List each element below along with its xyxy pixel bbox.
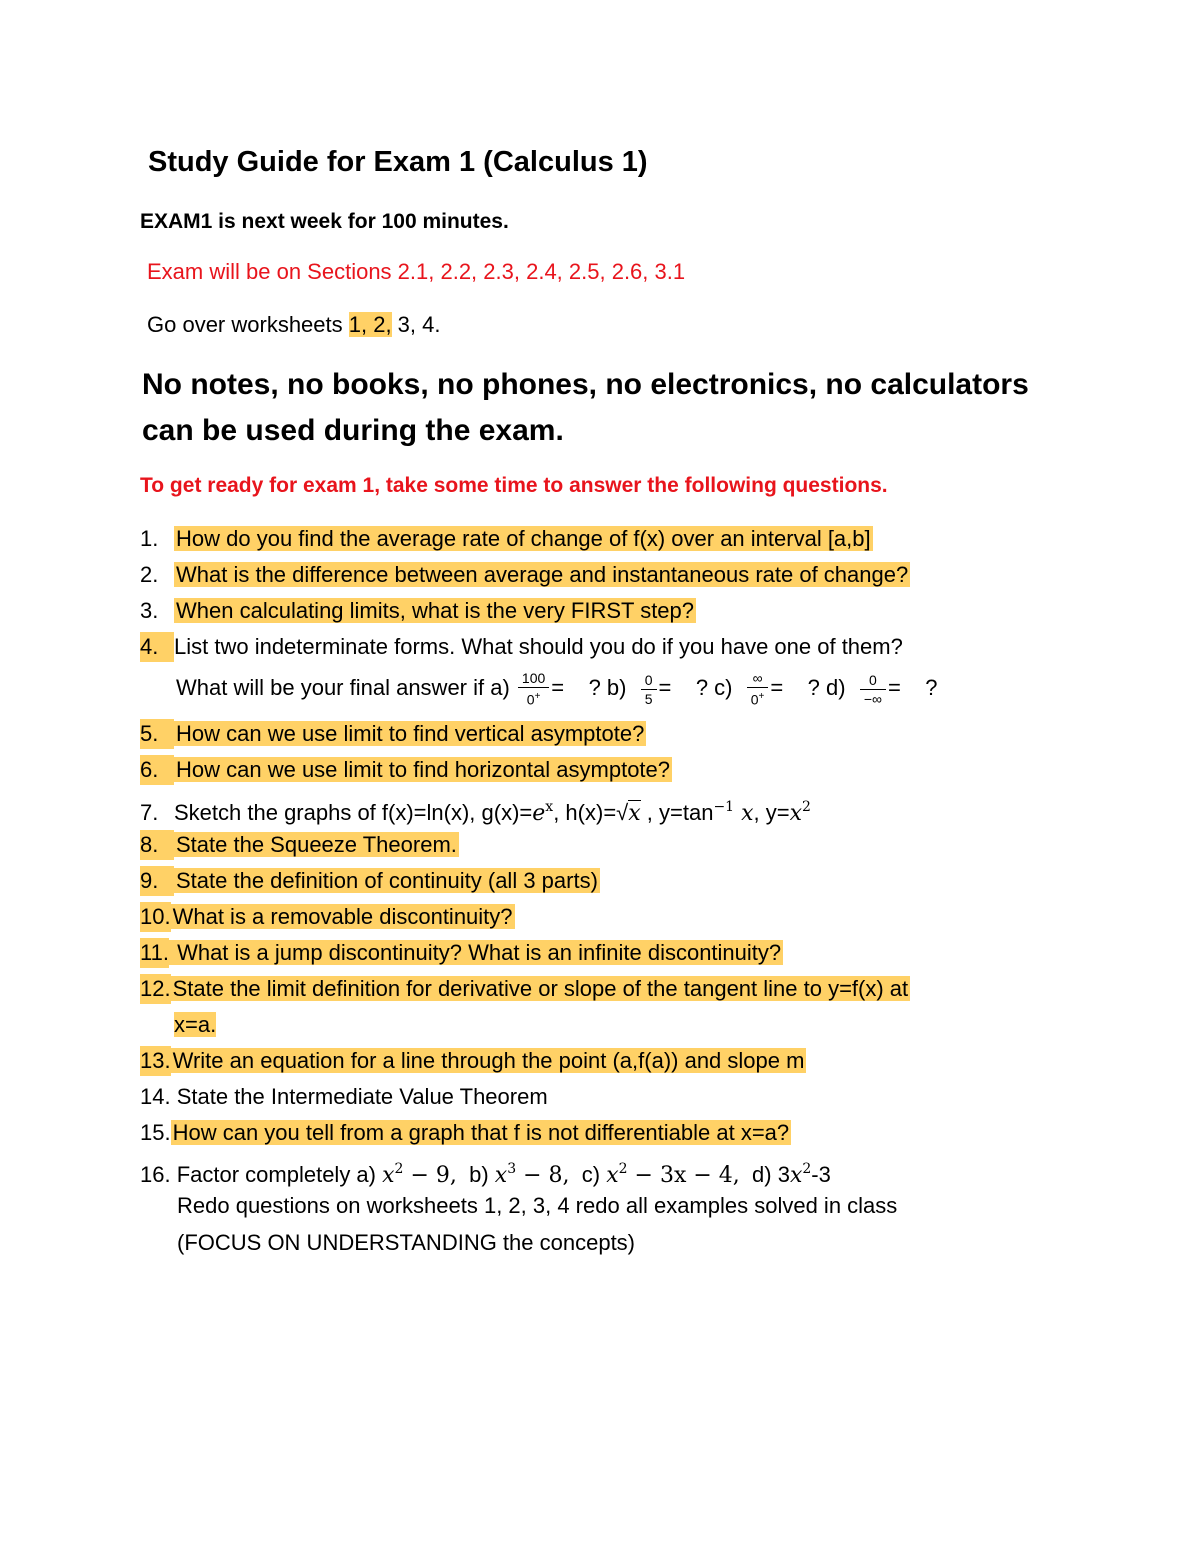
tan-arg: x [734, 801, 754, 826]
sqrt-arg: x [628, 801, 641, 826]
sections-note: Exam will be on Sections 2.1, 2.2, 2.3, 2.4, 2.5, 2.6, 3.1 [147, 259, 686, 284]
fraction-b-denominator: 5 [644, 690, 653, 707]
q16-b-rest: − 8, [516, 1163, 570, 1188]
question-item [140, 902, 515, 932]
q4-after-c: = ? d) [770, 675, 852, 700]
warning-line-2: can be used during the exam. [142, 414, 564, 447]
question-item [140, 792, 811, 829]
question-item [140, 938, 783, 968]
question-text: What is a jump discontinuity? What is an infinite discontinuity? [170, 940, 782, 965]
question-item [140, 1118, 791, 1148]
question-item [140, 755, 672, 785]
redo-note-line-2: (FOCUS ON UNDERSTANDING the concepts) [177, 1230, 636, 1255]
question-number: 3. [140, 598, 159, 623]
q16-d-rest: -3 [811, 1162, 831, 1187]
q16-a-rest: − 9, [403, 1163, 457, 1188]
question-text: State the Intermediate Value Theorem [170, 1084, 548, 1109]
question-12-continuation-text: x=a. [174, 1012, 217, 1037]
prep-instruction: To get ready for exam 1, take some time to answer the following questions. [140, 474, 888, 497]
question-text: State the limit definition for derivative or slope of the tangent line to y=f(x) at [172, 976, 909, 1001]
q16-d-sup: 2 [802, 1161, 812, 1177]
question-number: 10. [140, 902, 171, 932]
question-text: What is a removable discontinuity? [172, 904, 513, 929]
q16-b-sup: 3 [507, 1161, 517, 1177]
worksheets-highlighted: 1, 2, [348, 312, 392, 337]
q7-h: , h(x)= [553, 800, 617, 825]
question-item [140, 1082, 548, 1112]
question-text: State the Squeeze Theorem. [176, 832, 457, 857]
fraction-c-den-base: 0 [750, 692, 759, 709]
question-number: 1. [140, 526, 159, 551]
q7-tan: , y=tan [640, 800, 714, 825]
fraction-a-den-sup: + [534, 691, 541, 703]
q16-c-base: x [606, 1163, 619, 1188]
q4-after-b: = ? c) [658, 675, 739, 700]
fraction-d-numerator: 0 [860, 671, 886, 690]
question-item [140, 866, 600, 896]
question-number: 14. [140, 1084, 171, 1109]
fraction-a-numerator: 100 [518, 669, 549, 688]
tan-sup: −1 [713, 799, 735, 815]
fraction-a-denominator [518, 688, 549, 709]
question-text: How do you find the average rate of change of f(x) over an interval [a,b] [176, 526, 871, 551]
question-item [140, 1154, 831, 1191]
question-number: 5. [140, 719, 174, 749]
question-number: 16. [140, 1162, 171, 1187]
question-text: Factor completely a) [170, 1162, 383, 1187]
question-text: When calculating limits, what is the very FIRST step? [176, 598, 695, 623]
exam-rules-warning [142, 362, 1029, 454]
sq-sup: 2 [802, 799, 811, 815]
q16-c-label: c) [569, 1162, 607, 1187]
fraction-c-den-sup: + [758, 691, 765, 703]
fraction-a-den-base: 0 [526, 692, 535, 709]
question-item [140, 1046, 806, 1076]
exp-base: e [532, 801, 546, 826]
question-text: List two indeterminate forms. What should you do if you have one of them? [174, 634, 903, 659]
fraction-b [641, 671, 657, 708]
question-text: Write an equation for a line through the point (a,f(a)) and slope m [172, 1048, 805, 1073]
warning-line-1: No notes, no books, no phones, no electronics, no calculators [142, 368, 1029, 401]
q4-after-a: = ? b) [551, 675, 633, 700]
fraction-d-denominator: −∞ [863, 690, 882, 707]
question-4-followup [176, 668, 938, 709]
fraction-c-denominator [747, 688, 769, 709]
question-number: 9. [140, 866, 174, 896]
question-item [140, 830, 459, 860]
fraction-c-numerator: ∞ [747, 669, 769, 688]
question-number: 15. [140, 1120, 171, 1145]
q16-a-sup: 2 [394, 1161, 404, 1177]
question-number: 12. [140, 974, 171, 1004]
q16-a-base: x [382, 1163, 395, 1188]
question-number: 8. [140, 830, 174, 860]
question-number: 11. [140, 938, 169, 968]
fraction-d [860, 671, 886, 708]
worksheets-prefix: Go over worksheets [147, 312, 349, 337]
page-title: Study Guide for Exam 1 (Calculus 1) [148, 146, 648, 178]
sqrt-sign: √ [616, 800, 629, 825]
question-text: How can we use limit to find vertical asymptote? [176, 721, 645, 746]
question-item [140, 560, 910, 590]
q16-c-rest: − 3x − 4, [627, 1163, 740, 1188]
q16-d-label: d) 3 [739, 1162, 790, 1187]
worksheets-suffix: 3, 4. [391, 312, 441, 337]
question-text: How can you tell from a graph that f is not differentiable at x=a? [172, 1120, 790, 1145]
q16-b-base: x [494, 1163, 508, 1188]
question-item [140, 632, 903, 662]
q4-lead: What will be your final answer if a) [176, 675, 516, 700]
question-12-continuation [174, 1010, 216, 1040]
question-item [140, 524, 873, 554]
question-item [140, 974, 910, 1004]
q16-b-label: b) [456, 1162, 495, 1187]
fraction-b-numerator: 0 [641, 671, 657, 690]
q4-after-d: = ? [887, 675, 938, 700]
question-number: 2. [140, 562, 159, 587]
question-text: How can we use limit to find horizontal asymptote? [176, 757, 671, 782]
fraction-c [747, 669, 769, 709]
exam-duration-note: EXAM1 is next week for 100 minutes. [140, 210, 509, 233]
question-number: 7. [140, 800, 159, 825]
question-text: State the definition of continuity (all 3 parts) [176, 868, 598, 893]
fraction-a [518, 669, 549, 709]
question-number: 4. [140, 632, 174, 662]
worksheets-note [147, 312, 440, 338]
q16-d-base: x [789, 1163, 803, 1188]
exp-sup: x [545, 799, 554, 815]
redo-note-line-1: Redo questions on worksheets 1, 2, 3, 4 redo all examples solved in class [177, 1193, 898, 1218]
question-text: Sketch the graphs of f(x)=ln(x), g(x)= [174, 800, 533, 825]
question-item [140, 596, 696, 626]
question-number: 6. [140, 755, 174, 785]
question-text: What is the difference between average and instantaneous rate of change? [176, 562, 909, 587]
question-number: 13. [140, 1046, 171, 1076]
q16-c-sup: 2 [618, 1161, 628, 1177]
sq-base: x [789, 801, 802, 826]
q7-ysq: , y= [753, 800, 790, 825]
question-item [140, 719, 646, 749]
